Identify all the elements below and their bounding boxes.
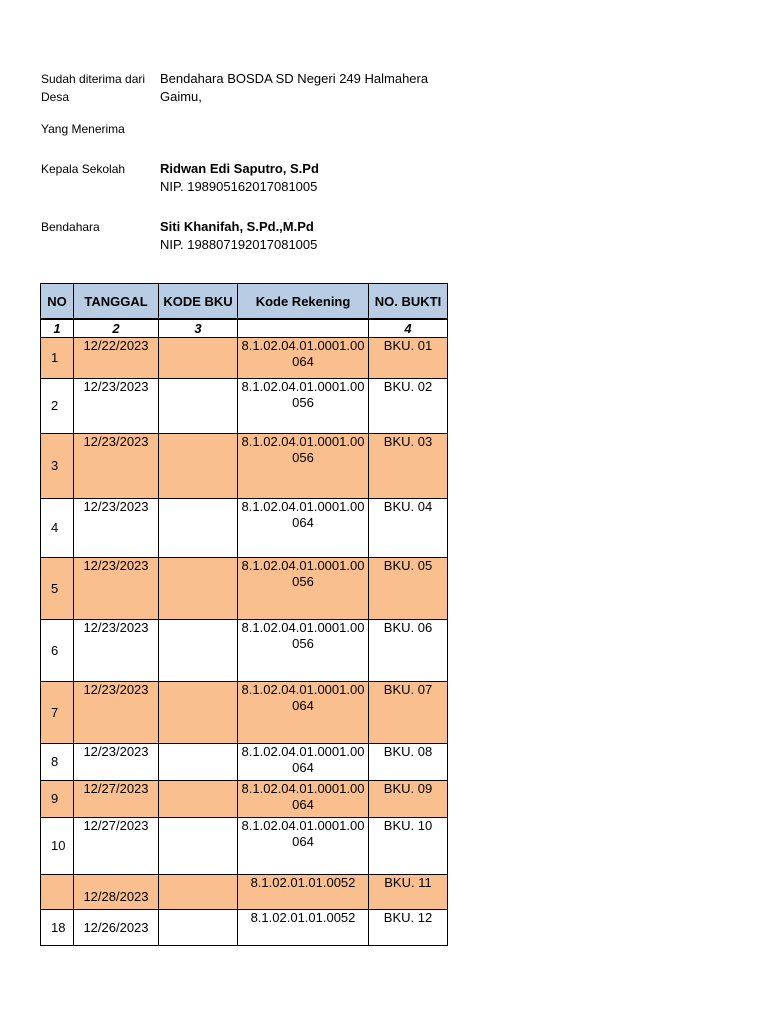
cell-no: 9 <box>41 781 74 818</box>
cell-kode-rekening: 8.1.02.04.01.0001.00064 <box>238 818 369 875</box>
cell-no: 1 <box>41 338 74 379</box>
received-from-value: Bendahara BOSDA SD Negeri 249 Halmahera Gaimu, <box>160 71 429 104</box>
cell-no: 7 <box>41 682 74 744</box>
treasurer-name: Siti Khanifah, S.Pd.,M.Pd <box>160 219 314 234</box>
table-row <box>41 744 448 781</box>
cell-no-bukti: BKU. 07 <box>369 682 448 744</box>
header-kode-bku: KODE BKU <box>159 284 238 320</box>
cell-no-bukti: BKU. 03 <box>369 434 448 499</box>
cell-no-bukti: BKU. 04 <box>369 499 448 558</box>
cell-kode-bku <box>159 781 238 818</box>
cell-no: 2 <box>41 379 74 434</box>
cell-kode-bku <box>159 620 238 682</box>
principal-nip: NIP. 198905162017081005 <box>160 179 318 194</box>
cell-no: 6 <box>41 620 74 682</box>
principal-row <box>41 160 461 196</box>
cell-kode-bku <box>159 875 238 910</box>
bku-table <box>40 283 448 946</box>
cell-kode-rekening: 8.1.02.04.01.0001.00064 <box>238 744 369 781</box>
cell-no-bukti: BKU. 05 <box>369 558 448 620</box>
cell-tanggal: 12/23/2023 <box>74 682 159 744</box>
cell-kode-rekening: 8.1.02.04.01.0001.00064 <box>238 499 369 558</box>
recipient-row <box>41 120 461 138</box>
column-number: 3 <box>159 319 238 338</box>
table-row <box>41 910 448 946</box>
header-tanggal: TANGGAL <box>74 284 159 320</box>
cell-no-bukti: BKU. 12 <box>369 910 448 946</box>
cell-kode-rekening: 8.1.02.04.01.0001.00064 <box>238 682 369 744</box>
header-no-bukti: NO. BUKTI <box>369 284 448 320</box>
treasurer-details <box>160 218 461 254</box>
cell-kode-rekening: 8.1.02.04.01.0001.00056 <box>238 620 369 682</box>
cell-no-bukti: BKU. 11 <box>369 875 448 910</box>
column-number: 1 <box>41 319 74 338</box>
cell-no: 10 <box>41 818 74 875</box>
principal-label: Kepala Sekolah <box>41 162 126 176</box>
cell-kode-bku <box>159 379 238 434</box>
cell-no-bukti: BKU. 10 <box>369 818 448 875</box>
cell-tanggal: 12/23/2023 <box>74 379 159 434</box>
column-number-row <box>41 319 448 338</box>
column-number <box>238 319 369 338</box>
cell-kode-bku <box>159 499 238 558</box>
table-row <box>41 338 448 379</box>
cell-no: 18 <box>41 910 74 946</box>
cell-tanggal: 12/23/2023 <box>74 620 159 682</box>
principal-name: Ridwan Edi Saputro, S.Pd <box>160 161 319 176</box>
principal-details <box>160 160 461 196</box>
cell-kode-rekening: 8.1.02.04.01.0001.00056 <box>238 434 369 499</box>
cell-tanggal: 12/22/2023 <box>74 338 159 379</box>
cell-tanggal: 12/23/2023 <box>74 499 159 558</box>
cell-kode-bku <box>159 558 238 620</box>
cell-tanggal: 12/27/2023 <box>74 818 159 875</box>
cell-tanggal: 12/23/2023 <box>74 558 159 620</box>
column-number: 4 <box>369 319 448 338</box>
table-row <box>41 875 448 910</box>
cell-tanggal: 12/28/2023 <box>74 875 159 910</box>
cell-kode-rekening: 8.1.02.04.01.0001.00064 <box>238 781 369 818</box>
cell-tanggal: 12/26/2023 <box>74 910 159 946</box>
cell-no-bukti: BKU. 06 <box>369 620 448 682</box>
column-number: 2 <box>74 319 159 338</box>
cell-kode-bku <box>159 910 238 946</box>
cell-no: 4 <box>41 499 74 558</box>
cell-no: 8 <box>41 744 74 781</box>
table-row <box>41 818 448 875</box>
table-row <box>41 379 448 434</box>
treasurer-nip: NIP. 198807192017081005 <box>160 237 318 252</box>
cell-kode-rekening: 8.1.02.04.01.0001.00064 <box>238 338 369 379</box>
table-row <box>41 558 448 620</box>
header-no: NO <box>41 284 74 320</box>
table-header-row <box>41 284 448 320</box>
recipient-label: Yang Menerima <box>41 122 125 136</box>
receipt-info <box>41 70 461 254</box>
cell-no-bukti: BKU. 01 <box>369 338 448 379</box>
cell-kode-rekening: 8.1.02.04.01.0001.00056 <box>238 558 369 620</box>
cell-no: 5 <box>41 558 74 620</box>
cell-kode-rekening: 8.1.02.04.01.0001.00056 <box>238 379 369 434</box>
table-row <box>41 434 448 499</box>
cell-no-bukti: BKU. 08 <box>369 744 448 781</box>
cell-kode-bku <box>159 818 238 875</box>
cell-tanggal: 12/23/2023 <box>74 744 159 781</box>
header-kode-rekening: Kode Rekening <box>238 284 369 320</box>
table-row <box>41 499 448 558</box>
cell-kode-rekening: 8.1.02.01.01.0052 <box>238 875 369 910</box>
table-row <box>41 620 448 682</box>
received-from-label: Sudah diterima dari Desa <box>41 72 146 104</box>
treasurer-row <box>41 218 461 254</box>
cell-kode-bku <box>159 682 238 744</box>
treasurer-label: Bendahara <box>41 220 100 234</box>
cell-no-bukti: BKU. 02 <box>369 379 448 434</box>
cell-no-bukti: BKU. 09 <box>369 781 448 818</box>
cell-kode-bku <box>159 338 238 379</box>
table-row <box>41 781 448 818</box>
cell-tanggal: 12/27/2023 <box>74 781 159 818</box>
cell-tanggal: 12/23/2023 <box>74 434 159 499</box>
cell-kode-rekening: 8.1.02.01.01.0052 <box>238 910 369 946</box>
cell-kode-bku <box>159 744 238 781</box>
cell-no <box>41 875 74 910</box>
received-from-row <box>41 70 461 106</box>
table-row <box>41 682 448 744</box>
cell-no: 3 <box>41 434 74 499</box>
cell-kode-bku <box>159 434 238 499</box>
